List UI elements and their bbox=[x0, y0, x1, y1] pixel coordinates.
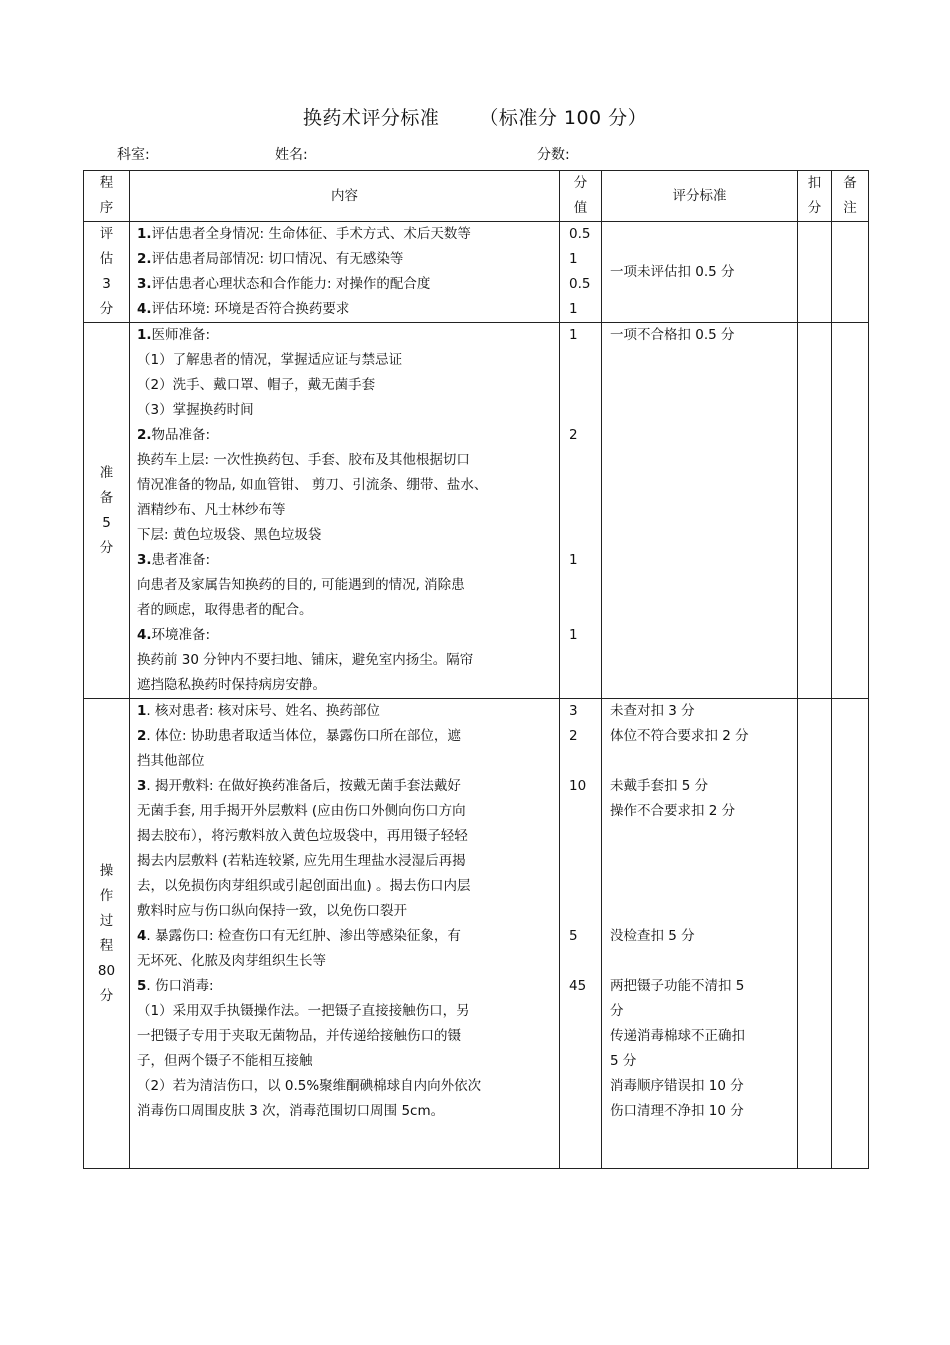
header-proc: 程 序 bbox=[84, 171, 130, 222]
item-text: 遮挡隐私换药时保持病房安静。 bbox=[137, 677, 326, 693]
score-value bbox=[560, 348, 601, 373]
content-line bbox=[130, 323, 559, 348]
content-line bbox=[130, 373, 559, 398]
score-value bbox=[560, 849, 601, 874]
score-value bbox=[560, 874, 601, 899]
item-number: 1. bbox=[137, 327, 152, 343]
score-cell bbox=[560, 699, 602, 1169]
content-line bbox=[130, 1099, 559, 1124]
criteria-text: 伤口清理不净扣 10 分 bbox=[610, 1103, 744, 1119]
deduct-cell bbox=[798, 323, 832, 699]
content-line bbox=[130, 899, 559, 924]
score-value bbox=[560, 523, 601, 548]
item-number: 2. bbox=[137, 251, 152, 267]
content-line bbox=[130, 699, 559, 724]
proc-label-char: 3 bbox=[102, 276, 111, 292]
content-line bbox=[130, 222, 559, 247]
criteria-text: 一项不合格扣 0.5 分 bbox=[610, 327, 735, 343]
item-text: （3）掌握换药时间 bbox=[137, 402, 254, 418]
item-text: 去，以免损伤肉芽组织或引起创面出血) 。揭去伤口内层 bbox=[137, 878, 471, 894]
proc-label-char: 分 bbox=[99, 301, 114, 317]
item-text: . 体位: 协助患者取适当体位，暴露伤口所在部位，遮 bbox=[146, 728, 461, 744]
item-text: 评估患者局部情况: 切口情况、有无感染等 bbox=[151, 251, 404, 267]
scoring-table bbox=[83, 170, 869, 1169]
item-text: 医师准备: bbox=[151, 327, 211, 343]
item-number: 4. bbox=[137, 627, 152, 643]
criteria-cell bbox=[602, 699, 798, 1169]
proc-label-char: 备 bbox=[99, 489, 114, 506]
content-line bbox=[130, 924, 559, 949]
title-note: （标准分 100 分） bbox=[479, 107, 648, 129]
content-line bbox=[130, 423, 559, 448]
item-text: （2）洗手、戴口罩、帽子，戴无菌手套 bbox=[137, 377, 376, 393]
name-label: 姓名: bbox=[275, 147, 308, 163]
proc-cell bbox=[84, 323, 130, 699]
item-text: 敷料时应与伤口纵向保持一致，以免伤口裂开 bbox=[137, 903, 407, 919]
score-value bbox=[560, 1099, 601, 1124]
score-value: 2 bbox=[569, 728, 578, 744]
proc-label-char: 操 bbox=[99, 862, 114, 879]
score-value: 3 bbox=[569, 703, 578, 719]
title-main: 换药术评分标准 bbox=[302, 107, 440, 129]
score-value bbox=[560, 673, 601, 698]
score-value bbox=[560, 473, 601, 498]
header-row bbox=[84, 171, 869, 222]
content-line bbox=[130, 974, 559, 999]
content-line bbox=[130, 1024, 559, 1049]
criteria-text bbox=[602, 899, 797, 924]
score-value bbox=[560, 373, 601, 398]
content-line bbox=[130, 749, 559, 774]
section-assessment bbox=[84, 222, 869, 323]
item-text: 酒精纱布、凡士林纱布等 bbox=[137, 502, 286, 518]
score-value bbox=[560, 799, 601, 824]
proc-label-char: 分 bbox=[99, 987, 114, 1004]
score-value: 1 bbox=[569, 327, 578, 343]
item-number: 1 bbox=[137, 703, 147, 719]
score-value bbox=[560, 398, 601, 423]
item-text: 无菌手套, 用手揭开外层敷料 (应由伤口外侧向伤口方向 bbox=[137, 803, 466, 819]
score-cell bbox=[560, 323, 602, 699]
item-number: 1. bbox=[137, 226, 152, 242]
item-text: . 暴露伤口: 检查伤口有无红肿、渗出等感染征象，有 bbox=[146, 928, 461, 944]
score-value: 1 bbox=[569, 251, 578, 267]
score-value bbox=[560, 648, 601, 673]
content-line bbox=[130, 648, 559, 673]
score-value bbox=[560, 999, 601, 1024]
item-number: 2 bbox=[137, 728, 147, 744]
item-text: 患者准备: bbox=[151, 552, 211, 568]
item-text: 换药车上层: 一次性换药包、手套、胶布及其他根据切口 bbox=[137, 452, 470, 468]
content-line bbox=[130, 1074, 559, 1099]
content-line bbox=[130, 247, 559, 272]
proc-label-char: 程 bbox=[99, 937, 114, 954]
proc-label-char: 分 bbox=[99, 539, 114, 556]
section-procedure bbox=[84, 699, 869, 1169]
item-number: 5 bbox=[137, 978, 147, 994]
content-line bbox=[130, 623, 559, 648]
item-text: 下层: 黄色垃圾袋、黑色垃圾袋 bbox=[137, 527, 322, 543]
score-value: 1 bbox=[569, 627, 578, 643]
score-value: 0.5 bbox=[569, 226, 591, 242]
proc-label-char: 5 bbox=[102, 514, 111, 531]
score-value bbox=[560, 1074, 601, 1099]
item-number: 2. bbox=[137, 427, 152, 443]
criteria-cell bbox=[602, 323, 798, 699]
proc-label-char: 评 bbox=[99, 226, 114, 242]
item-text: 评估患者全身情况: 生命体征、手术方式、术后天数等 bbox=[151, 226, 471, 242]
content-line bbox=[130, 824, 559, 849]
item-text: （1）采用双手执镊操作法。一把镊子直接接触伤口，另 bbox=[137, 1003, 470, 1019]
criteria-text: 5 分 bbox=[610, 1053, 637, 1069]
score-value: 10 bbox=[569, 778, 587, 794]
content-line bbox=[130, 272, 559, 297]
item-text: 一把镊子专用于夹取无菌物品，并传递给接触伤口的镊 bbox=[137, 1028, 461, 1044]
score-value: 2 bbox=[569, 427, 578, 443]
header-value: 分 值 bbox=[560, 171, 602, 222]
item-text: 评估患者心理状态和合作能力: 对操作的配合度 bbox=[151, 276, 431, 292]
criteria-text: 未戴手套扣 5 分 bbox=[610, 778, 709, 794]
score-value: 5 bbox=[569, 928, 578, 944]
proc-label-char: 准 bbox=[99, 464, 114, 481]
content-line bbox=[130, 724, 559, 749]
criteria-text bbox=[602, 849, 797, 874]
remark-cell bbox=[832, 699, 869, 1169]
header-content: 内容 bbox=[130, 171, 560, 222]
score-value bbox=[560, 1049, 601, 1074]
item-text: （2）若为清洁伤口，以 0.5%聚维酮碘棉球自内向外依次 bbox=[137, 1078, 482, 1094]
item-number: 3. bbox=[137, 276, 152, 292]
dept-label: 科室: bbox=[117, 147, 150, 163]
item-text: 向患者及家属告知换药的目的, 可能遇到的情况, 消除患 bbox=[137, 577, 465, 593]
score-value bbox=[560, 448, 601, 473]
content-line bbox=[130, 573, 559, 598]
item-text: 子，但两个镊子不能相互接触 bbox=[137, 1053, 313, 1069]
score-value: 1 bbox=[569, 301, 578, 317]
content-line bbox=[130, 673, 559, 698]
content-line bbox=[130, 498, 559, 523]
criteria-text bbox=[602, 749, 797, 774]
score-value: 45 bbox=[569, 978, 587, 994]
score-value bbox=[560, 1024, 601, 1049]
score-value bbox=[560, 498, 601, 523]
proc-label-char: 估 bbox=[99, 251, 114, 267]
score-value: 0.5 bbox=[569, 276, 591, 292]
header-deduct: 扣 分 bbox=[798, 171, 832, 222]
content-line bbox=[130, 949, 559, 974]
item-number: 3. bbox=[137, 552, 152, 568]
proc-cell bbox=[84, 699, 130, 1169]
criteria-text: 体位不符合要求扣 2 分 bbox=[610, 728, 749, 744]
content-line bbox=[130, 297, 559, 322]
content-line bbox=[130, 874, 559, 899]
header-criteria: 评分标准 bbox=[602, 171, 798, 222]
criteria-text bbox=[602, 824, 797, 849]
content-line bbox=[130, 799, 559, 824]
item-text: . 核对患者: 核对床号、姓名、换药部位 bbox=[146, 703, 380, 719]
criteria-text: 未查对扣 3 分 bbox=[610, 703, 695, 719]
content-line bbox=[130, 523, 559, 548]
criteria-text: 消毒顺序错误扣 10 分 bbox=[610, 1078, 744, 1094]
score-value bbox=[560, 949, 601, 974]
content-line bbox=[130, 774, 559, 799]
proc-cell bbox=[84, 222, 130, 323]
criteria-cell bbox=[602, 222, 798, 323]
score-value bbox=[560, 749, 601, 774]
criteria-text bbox=[602, 949, 797, 974]
remark-cell bbox=[832, 222, 869, 323]
criteria-text: 传递消毒棉球不正确扣 bbox=[610, 1028, 745, 1044]
content-line bbox=[130, 448, 559, 473]
score-value bbox=[560, 573, 601, 598]
item-text: . 揭开敷料: 在做好换药准备后，按戴无菌手套法戴好 bbox=[146, 778, 461, 794]
remark-cell bbox=[832, 323, 869, 699]
item-text: 挡其他部位 bbox=[137, 753, 205, 769]
criteria-text: 没检查扣 5 分 bbox=[610, 928, 695, 944]
section-preparation bbox=[84, 323, 869, 699]
proc-label-char: 过 bbox=[99, 912, 114, 929]
item-text: 环境准备: bbox=[151, 627, 211, 643]
item-text: 物品准备: bbox=[151, 427, 211, 443]
content-line bbox=[130, 473, 559, 498]
criteria-text: 操作不合要求扣 2 分 bbox=[610, 803, 736, 819]
proc-label-char: 80 bbox=[97, 962, 116, 979]
criteria-text: 分 bbox=[610, 1003, 624, 1019]
content-line bbox=[130, 348, 559, 373]
item-number: 3 bbox=[137, 778, 147, 794]
item-text: 揭去内层敷料 (若粘连较紧, 应先用生理盐水浸湿后再揭 bbox=[137, 853, 466, 869]
item-text: 揭去胶布），将污敷料放入黄色垃圾袋中，再用镊子轻轻 bbox=[137, 828, 468, 844]
score-value bbox=[560, 899, 601, 924]
item-text: 消毒伤口周围皮肤 3 次，消毒范围切口周围 5cm。 bbox=[137, 1103, 445, 1119]
proc-label-char: 作 bbox=[99, 887, 114, 904]
content-line bbox=[130, 999, 559, 1024]
score-value bbox=[560, 824, 601, 849]
criteria-text: 两把镊子功能不清扣 5 bbox=[610, 978, 745, 994]
criteria-text bbox=[602, 874, 797, 899]
item-text: . 伤口消毒: bbox=[146, 978, 214, 994]
score-label: 分数: bbox=[537, 147, 570, 163]
score-value: 1 bbox=[569, 552, 578, 568]
item-text: 情况准备的物品, 如血管钳、 剪刀、引流条、绷带、盐水、 bbox=[137, 477, 488, 493]
item-text: 评估环境: 环境是否符合换药要求 bbox=[151, 301, 350, 317]
deduct-cell bbox=[798, 222, 832, 323]
content-line bbox=[130, 1049, 559, 1074]
item-text: 无坏死、化脓及肉芽组织生长等 bbox=[137, 953, 326, 969]
deduct-cell bbox=[798, 699, 832, 1169]
content-cell bbox=[130, 222, 560, 323]
content-line bbox=[130, 849, 559, 874]
content-cell bbox=[130, 699, 560, 1169]
item-number: 4. bbox=[137, 301, 152, 317]
score-cell bbox=[560, 222, 602, 323]
content-line bbox=[130, 398, 559, 423]
criteria-text: 一项未评估扣 0.5 分 bbox=[610, 263, 735, 280]
content-line bbox=[130, 598, 559, 623]
score-value bbox=[560, 598, 601, 623]
header-remark: 备 注 bbox=[832, 171, 869, 222]
item-text: （1）了解患者的情况，掌握适应证与禁忌证 bbox=[137, 352, 403, 368]
content-line bbox=[130, 548, 559, 573]
item-number: 4 bbox=[137, 928, 147, 944]
document-title bbox=[0, 103, 950, 130]
item-text: 者的顾虑，取得患者的配合。 bbox=[137, 602, 313, 618]
content-cell bbox=[130, 323, 560, 699]
item-text: 换药前 30 分钟内不要扫地、铺床，避免室内扬尘。隔帘 bbox=[137, 652, 474, 668]
